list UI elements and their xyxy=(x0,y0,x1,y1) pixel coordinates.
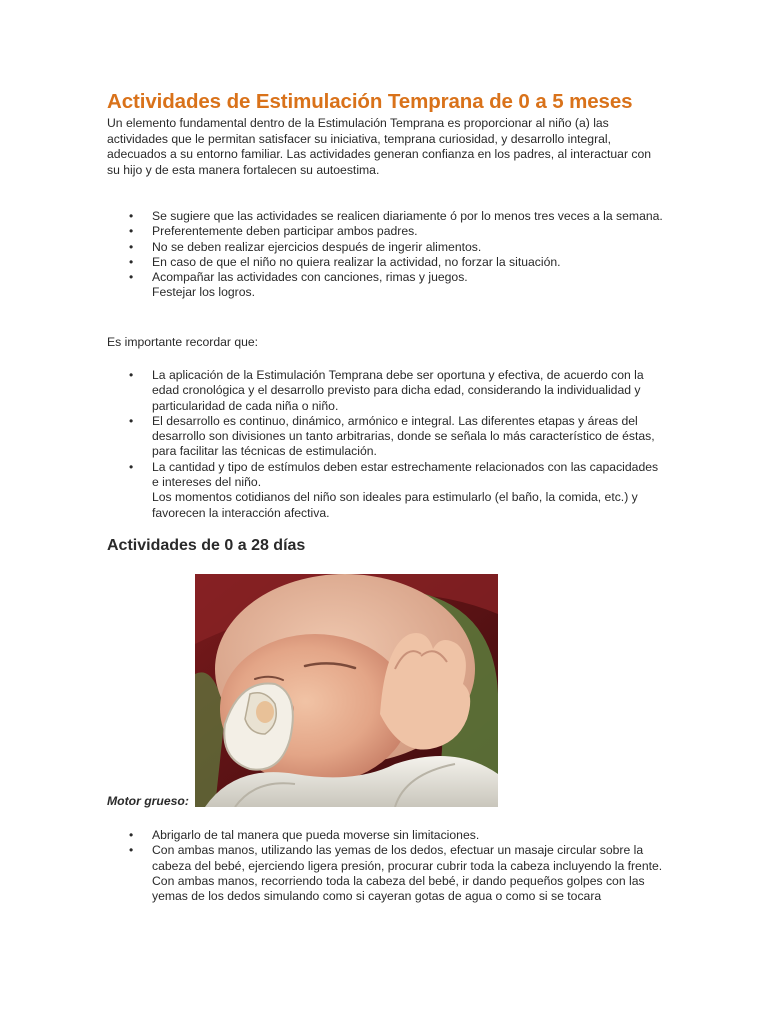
sleeping-baby-photo xyxy=(195,574,498,807)
page-title: Actividades de Estimulación Temprana de 0 a 5 meses xyxy=(107,90,633,113)
list-item-text: Acompañar las actividades con canciones, rimas y juegos. xyxy=(152,270,468,285)
list-item-extra: Festejar los logros. xyxy=(152,285,255,300)
list-item: • El desarrollo es continuo, dinámico, armónico e integral. Las diferentes etapas y áreas del desarrollo son divisiones un tanto arbitrarias, donde se señala lo más característico de éstas, para facilitar las técnicas de estimulación. xyxy=(107,414,667,460)
recommendations-list xyxy=(107,209,667,301)
list-item: • Se sugiere que las actividades se realicen diariamente ó por lo menos tres veces a la semana. xyxy=(107,209,667,224)
intro-paragraph: Un elemento fundamental dentro de la Estimulación Temprana es proporcionar al niño (a) las actividades que le permitan satisfacer su iniciativa, temprana curiosidad, y desarrollo integral, adecuados a su entorno familiar. Las actividades generan confianza en los padres, al interactuar con su hijo y de esta manera fortalecen su autoestima. xyxy=(107,116,652,177)
list-item xyxy=(107,460,667,521)
list-item xyxy=(107,270,667,301)
principles-list xyxy=(107,368,667,521)
list-item: • Preferentemente deben participar ambos padres. xyxy=(107,224,667,239)
list-item-extra: Los momentos cotidianos del niño son ideales para estimularlo (el baño, la comida, etc.) y favorecen la interacción afectiva. xyxy=(152,490,638,520)
list-item: • No se deben realizar ejercicios después de ingerir alimentos. xyxy=(107,240,667,255)
list-item: • En caso de que el niño no quiera realizar la actividad, no forzar la situación. xyxy=(107,255,667,270)
list-item: • Abrigarlo de tal manera que pueda moverse sin limitaciones. xyxy=(107,828,667,843)
motor-activities-list xyxy=(107,828,667,904)
reminder-paragraph: Es importante recordar que: xyxy=(107,335,259,349)
motor-grueso-label: Motor grueso: xyxy=(107,794,189,808)
section-heading: Actividades de 0 a 28 días xyxy=(107,537,306,554)
list-item-text: La cantidad y tipo de estímulos deben estar estrechamente relacionados con las capacidades e intereses del niño. xyxy=(152,459,659,490)
list-item: • La aplicación de la Estimulación Temprana debe ser oportuna y efectiva, de acuerdo con la edad cronológica y el desarrollo previsto para dicha edad, considerando la individualidad y particularidad de cada niña o niño. xyxy=(107,368,667,414)
list-item: • Con ambas manos, utilizando las yemas de los dedos, efectuar un masaje circular sobre la cabeza del bebé, ejerciendo ligera presión, procurar cubrir toda la cabeza incluyendo la frente. Con ambas manos, recorriendo toda la cabeza del bebé, ir dando pequeños golpes con las yemas de los dedos simulando como si cayeran gotas de agua o como si se tocara xyxy=(107,843,667,904)
